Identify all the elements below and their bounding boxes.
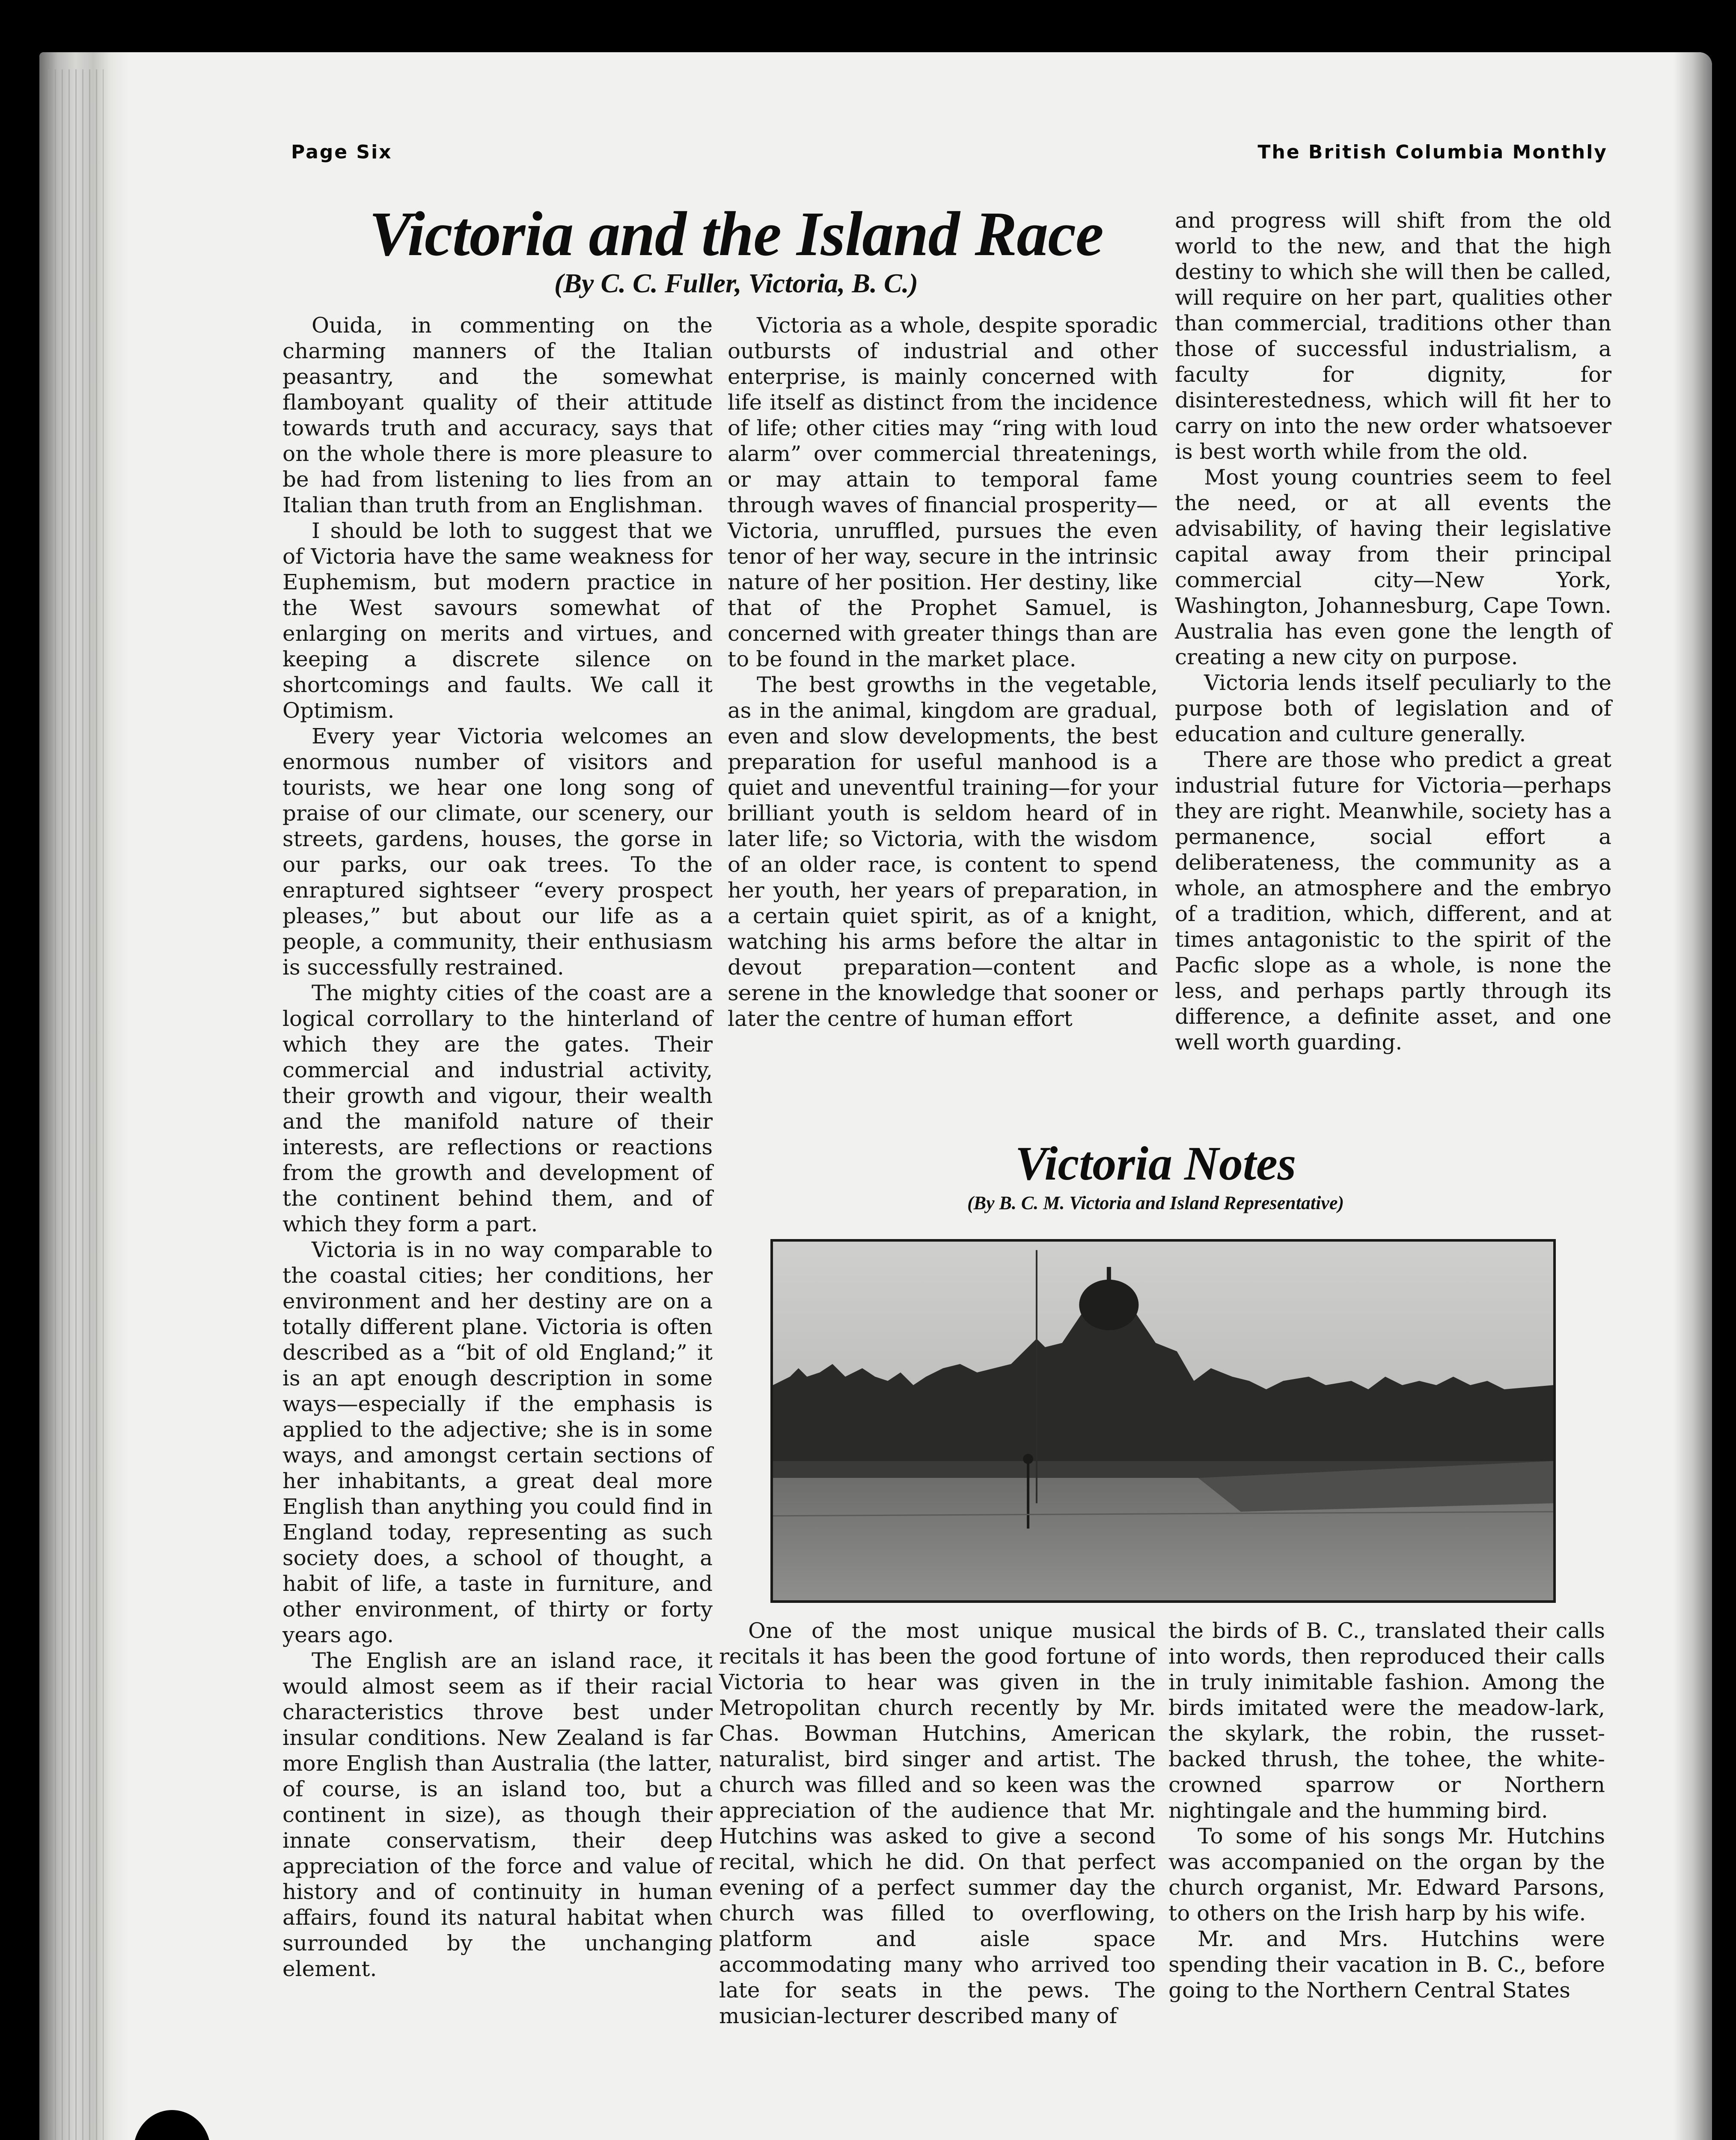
notes-byline: (By B. C. M. Victoria and Island Representative) [967,1192,1344,1213]
paragraph: I should be loth to suggest that we of Victoria have the same weakness for Euphemism, but modern practice in the West savours somewhat of enlarging on merits and virtues, and keeping a discrete silence on shortcomings and faults. We call it Optimism. [282,518,713,723]
parliament-buildings-photo [770,1239,1556,1603]
paragraph: Victoria as a whole, despite sporadic outbursts of industrial and other enterprise, is mainly concerned with life itself as distinct from the incidence of life; other cities may “ring with loud alarm” over commercial threatenings, or may attain to temporal fame through waves of financial prosperity—Victoria, unruffled, pursues the even tenor of her way, secure in the intrinsic nature of her position. Her destiny, like that of the Prophet Samuel, is concerned with greater things than are to be found in the market place. [728,313,1158,672]
paragraph: Victoria lends itself peculiarly to the purpose both of legislation and of education and culture generally. [1175,670,1611,746]
paragraph: To some of his songs Mr. Hutchins was accompanied on the organ by the church organist, Mr. Edward Parsons, to others on the Irish harp by his wife. [1168,1824,1605,1926]
article-byline: (By C. C. Fuller, Victoria, B. C.) [554,268,918,298]
photo-illustration [773,1242,1553,1600]
magazine-running-title: The British Columbia Monthly [1257,141,1608,163]
paragraph: the birds of B. C., translated their calls into words, then reproduced their calls in truly inimitable fashion. Among the birds imitated were the meadow-lark, the skylark, the robin, the russet-backed thrush, the tohee, the white-crowned sparrow or Northern nightingale and the humming bird. [1168,1618,1605,1823]
article-column-2 [728,312,1158,1031]
paragraph: The mighty cities of the coast are a logical corrollary to the hinterland of which they are the gates. Their commercial and industrial activity, their growth and vigour, their wealth and the manifold nature of their interests, are reflections or reactions from the growth and development of the continent behind them, and of which they form a part. [282,981,713,1236]
paragraph: One of the most unique musical recitals it has been the good fortune of Victoria to hear was given in the Metropolitan church recently by Mr. Chas. Bowman Hutchins, American naturalist, bird singer and artist. The church was filled and so keen was the appreciation of the audience that Mr. Hutchins was asked to give a second recital, which he did. On that perfect evening of a perfect summer day the church was filled to overflowing, platform and aisle space accommodating many who arrived too late for seats in the pews. The musician-lecturer described many of [719,1618,1156,2028]
page-edges [48,69,104,2140]
paragraph: and progress will shift from the old world to the new, and that the high destiny to which she will then be called, will require on her part, qualities other than commercial, traditions other than those of successful industrialism, a faculty for dignity, for disinterestedness, which will fit her to carry on into the new order whatsoever is best worth while from the old. [1175,208,1611,464]
notes-title: Victoria Notes [1015,1137,1296,1190]
notes-column-2 [1168,1618,1605,2003]
notes-column-1 [719,1618,1156,2029]
paragraph: Ouida, in commenting on the charming manners of the Italian peasantry, and the somewhat flamboyant quality of their attitude towards truth and accuracy, says that on the whole there is more pleasure to be had from listening to lies from an Italian than truth from an Englishman. [282,313,713,517]
paragraph: Every year Victoria welcomes an enormous number of visitors and tourists, we hear one long song of praise of our climate, our scenery, our streets, gardens, houses, the gorse in our parks, our oak trees. To the enraptured sightseer “every prospect pleases,” but about our life as a people, a community, their enthusiasm is successfully restrained. [282,724,713,980]
paragraph: The English are an island race, it would almost seem as if their racial characteristics throve best under insular conditions. New Zealand is far more English than Australia (the latter, of course, is an island too, but a continent in size), as though their innate conservatism, their deep appreciation of the force and value of history and of continuity in human affairs, found its natural habitat when surrounded by the unchanging element. [282,1648,713,1981]
article-column-1 [282,312,713,1982]
page-right-edge [1674,52,1712,2140]
article-column-3 [1175,208,1611,1055]
paragraph: The best growths in the vegetable, as in the animal, kingdom are gradual, even and slow developments, the best preparation for useful manhood is a quiet and uneventful training—for your brilliant youth is seldom heard of in later life; so Victoria, with the wisdom of an older race, is content to spend her youth, her years of preparation, in a certain quiet spirit, as of a knight, watching his arms before the altar in devout preparation—content and serene in the knowledge that sooner or later the centre of human effort [728,672,1158,1031]
paragraph: Victoria is in no way comparable to the coastal cities; her conditions, her environment and her destiny are on a totally different plane. Victoria is often described as a “bit of old England;” it is an apt enough description in some ways—especially if the emphasis is applied to the adjective; she is in some ways, and amongst certain sections of her inhabitants, a great deal more English than anything you could find in England today, representing as such society does, a school of thought, a habit of life, a taste in furniture, and other environment, of thirty or forty years ago. [282,1237,713,1647]
paragraph: Mr. and Mrs. Hutchins were spending their vacation in B. C., before going to the Northern Central States [1168,1926,1605,2003]
article-title: Victoria and the Island Race [369,199,1103,269]
paragraph: There are those who predict a great industrial future for Victoria—perhaps they are right. Meanwhile, society has a permanence, social effort a deliberateness, the community as a whole, an atmosphere and the embryo of a tradition, which, different, and at times antagonistic to the spirit of the Pacfic slope as a whole, is none the less, and perhaps partly through its difference, a definite asset, and one well worth guarding. [1175,747,1611,1055]
page-number-label: Page Six [291,141,392,163]
paragraph: Most young countries seem to feel the need, or at all events the advisability, of having their legislative capital away from their principal commercial city—New York, Washington, Johannesburg, Cape Town. Australia has even gone the length of creating a new city on purpose. [1175,465,1611,669]
